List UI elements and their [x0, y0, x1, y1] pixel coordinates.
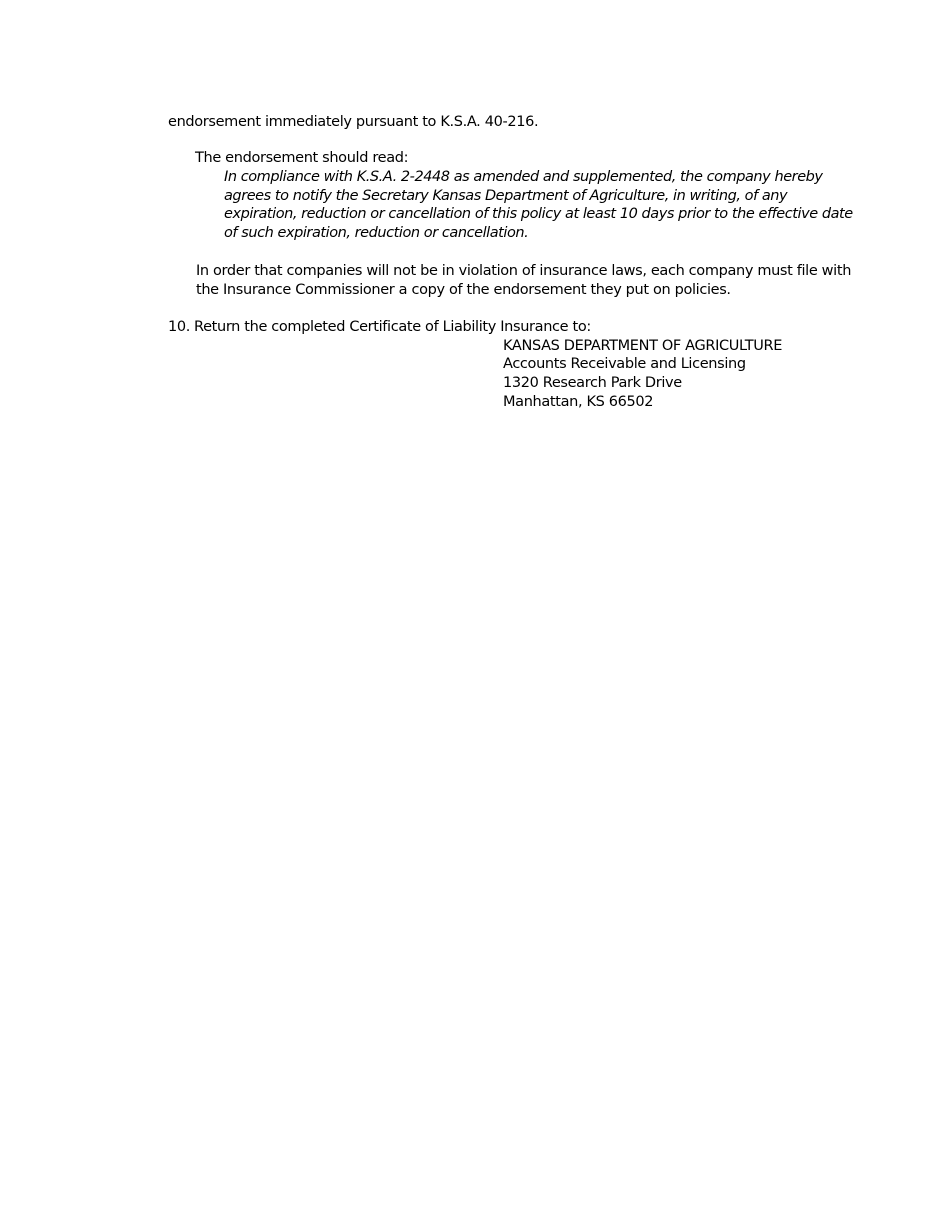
address-street: 1320 Research Park Drive	[503, 375, 682, 391]
endorsement-heading: The endorsement should read:	[195, 150, 409, 166]
compliance-line: the Insurance Commissioner a copy of the endorsement they put on policies.	[196, 282, 731, 298]
endorsement-line: agrees to notify the Secretary Kansas Department of Agriculture, in writing, of any	[224, 188, 788, 204]
intro-line: endorsement immediately pursuant to K.S.A. 40-216.	[168, 114, 539, 130]
item-text: Return the completed Certificate of Liability Insurance to:	[194, 319, 591, 335]
address-city-state-zip: Manhattan, KS 66502	[503, 394, 654, 410]
endorsement-line: of such expiration, reduction or cancellation.	[224, 225, 529, 241]
endorsement-line: expiration, reduction or cancellation of this policy at least 10 days prior to the effective date	[224, 206, 853, 222]
address-department: Accounts Receivable and Licensing	[503, 356, 746, 372]
item-number: 10.	[168, 319, 191, 335]
address-organization: KANSAS DEPARTMENT OF AGRICULTURE	[503, 338, 783, 354]
compliance-line: In order that companies will not be in violation of insurance laws, each company must file with	[196, 263, 852, 279]
endorsement-line: In compliance with K.S.A. 2-2448 as amended and supplemented, the company hereby	[224, 169, 823, 185]
